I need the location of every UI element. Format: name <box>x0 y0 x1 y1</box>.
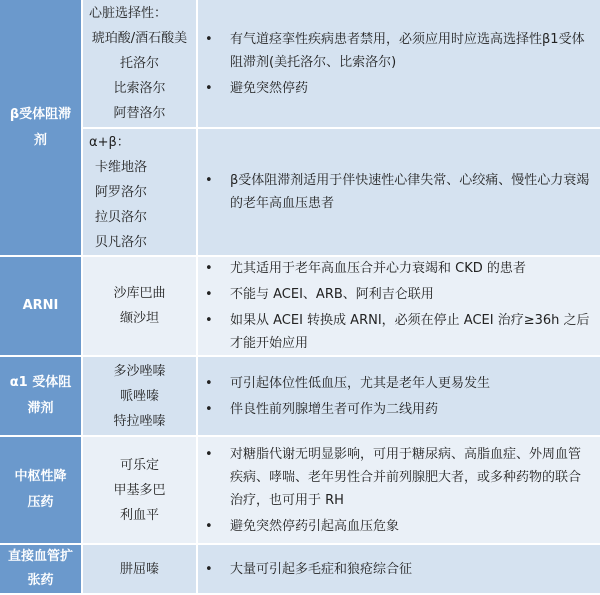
notes-cell <box>197 436 600 544</box>
note-item: • 如果从 ACEI 转换成 ARNI，必须在停止 ACEI 治疗≥36h 之后才能开始应用 <box>198 309 592 355</box>
drug-name: 卡维地洛 <box>95 160 148 175</box>
table-row <box>0 356 600 436</box>
note-item: • 伴良性前列腺增生者可作为二线用药 <box>198 398 592 421</box>
drug-name: 贝凡洛尔 <box>95 235 148 250</box>
drug-name: 甲基多巴 <box>113 482 166 498</box>
note-item: • β受体阻滞剂适用于伴快速性心律失常、心绞痛、慢性心力衰竭的老年高血压患者 <box>198 169 592 215</box>
note-item: • 尤其适用于老年高血压合并心力衰竭和 CKD 的患者 <box>198 257 592 280</box>
table-row <box>0 544 600 594</box>
drug-name: 肼屈嗪 <box>119 561 159 577</box>
drug-cell <box>82 544 197 594</box>
category-label: 直接血管扩张药 <box>7 549 73 588</box>
drug-name: 可乐定 <box>119 457 159 473</box>
drug-cell-selective <box>82 0 197 128</box>
category-arni <box>0 256 82 356</box>
drug-name: 利血平 <box>119 507 159 523</box>
category-label: β受体阻滞剂 <box>9 106 72 148</box>
notes-list <box>198 372 592 421</box>
drug-name: 缬沙坦 <box>119 311 159 326</box>
notes-list <box>198 28 592 100</box>
note-item: • 对糖脂代谢无明显影响，可用于糖尿病、高脂血症、外周血管疾病、哮喘、老年男性合并前列腺肥大者，或多种药物的联合治疗，也可用于 RH <box>198 443 592 512</box>
subgroup-heading: α+β： <box>89 135 130 150</box>
note-item: • 避免突然停药引起高血压危象 <box>198 515 592 538</box>
notes-list <box>198 257 592 355</box>
drug-cell <box>82 436 197 544</box>
note-item: • 可引起体位性低血压，尤其是老年人更易发生 <box>198 372 592 395</box>
category-beta-blockers <box>0 0 82 256</box>
drug-name: 琥珀酸/酒石酸美托洛尔 <box>91 31 188 71</box>
category-label: α1 受体阻滞剂 <box>9 375 72 416</box>
subgroup-heading: 心脏选择性： <box>89 6 168 21</box>
notes-cell <box>197 544 600 594</box>
note-item: • 有气道痉挛性疾病患者禁用，必须应用时应选高选择性β1受体阻滞剂(美托洛尔、比索洛尔) <box>198 28 592 74</box>
notes-cell <box>197 256 600 356</box>
notes-list <box>198 443 592 538</box>
drug-name: 多沙唑嗪 <box>113 363 166 379</box>
note-item: • 不能与 ACEI、ARB、阿利吉仑联用 <box>198 283 592 306</box>
table-row <box>0 436 600 544</box>
drug-cell <box>82 356 197 436</box>
notes-list <box>198 169 592 215</box>
table-row <box>0 256 600 356</box>
drug-name: 拉贝洛尔 <box>95 210 148 225</box>
drug-name: 沙库巴曲 <box>113 286 166 301</box>
drug-name: 特拉唑嗪 <box>113 413 166 429</box>
category-direct-vasodilators <box>0 544 82 594</box>
category-label: ARNI <box>22 298 59 313</box>
notes-cell <box>197 128 600 256</box>
notes-cell <box>197 0 600 128</box>
drug-cell <box>82 256 197 356</box>
table-row <box>0 0 600 128</box>
category-alpha1-blockers <box>0 356 82 436</box>
note-item: • 避免突然停药 <box>198 77 592 100</box>
category-label: 中枢性降压药 <box>14 469 67 510</box>
drug-cell-alpha-beta <box>82 128 197 256</box>
drug-name: 哌唑嗪 <box>119 388 159 404</box>
notes-list <box>198 558 592 581</box>
drug-name: 阿替洛尔 <box>113 106 166 121</box>
table-row <box>0 128 600 256</box>
note-item: • 大量可引起多毛症和狼疮综合征 <box>198 558 592 581</box>
drug-name: 阿罗洛尔 <box>95 185 148 200</box>
notes-cell <box>197 356 600 436</box>
drug-name: 比索洛尔 <box>113 81 166 96</box>
category-central-agents <box>0 436 82 544</box>
